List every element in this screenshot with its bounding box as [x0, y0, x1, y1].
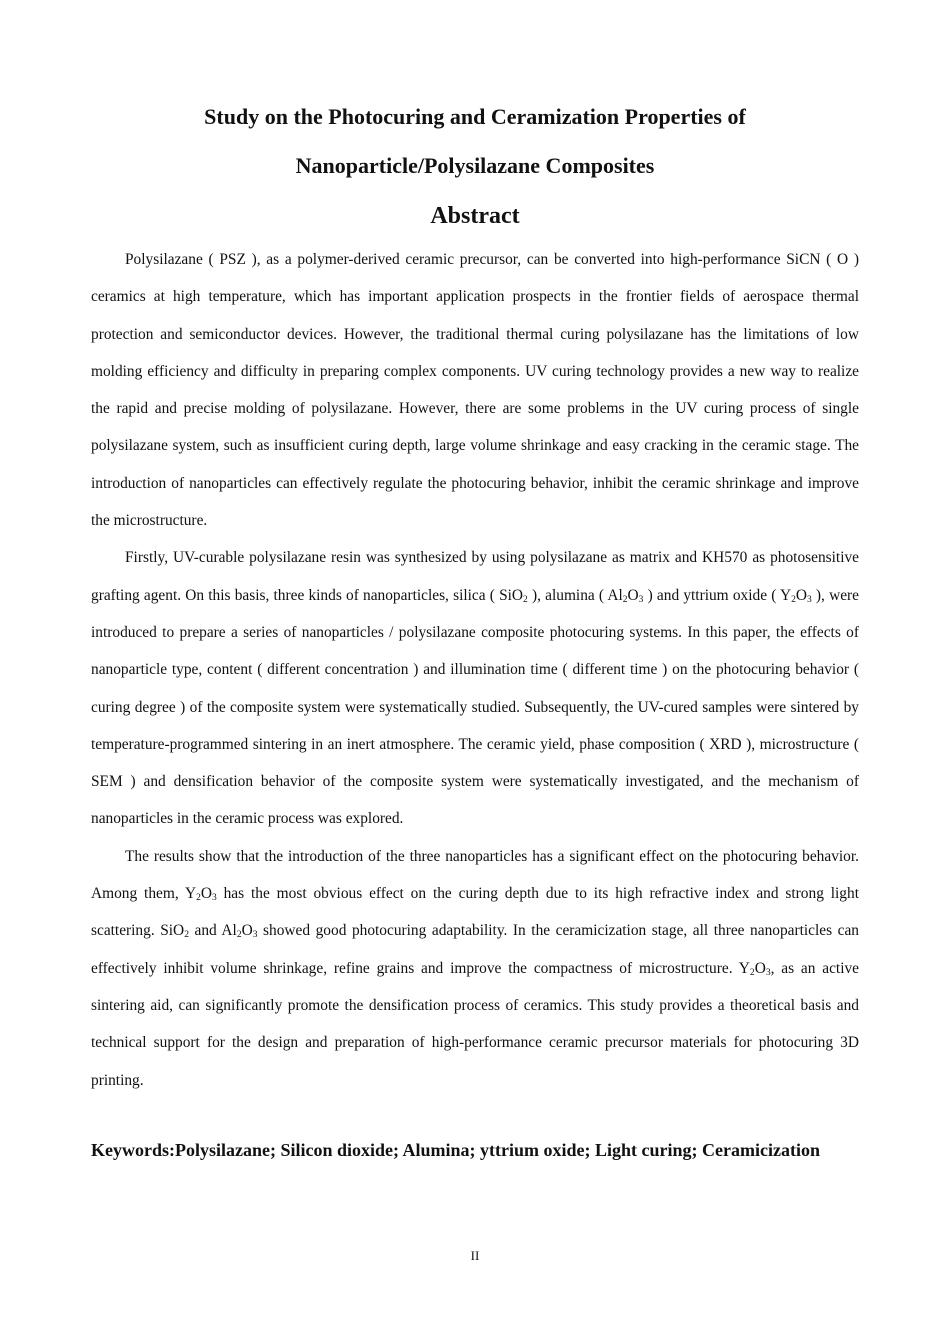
- title-line-2: Nanoparticle/Polysilazane Composites: [295, 153, 655, 178]
- page-number: II: [470, 1248, 480, 1263]
- p2-text-f: ), were introduced to prepare a series of nanoparticles / polysilazane composite photocuring systems. In this paper, the effects of nanoparticle type, content ( different concentration ) and illumination time ( different time ) on the photocuring behavior ( curing degree ) of the composite system were systematically studied. Subsequently, the UV-cured samples were sintered by temperature-programmed sintering in an inert atmosphere. The ceramic yield, phase composition ( XRD ), microstructure ( SEM ) and densification behavior of the composite system were systematically investigated, and the mechanism of nanoparticles in the ceramic process was explored.: [91, 586, 859, 828]
- p2-text-c: O: [627, 586, 639, 604]
- p3-subscript: 2: [184, 929, 189, 941]
- p3-subscript: 3: [252, 929, 258, 941]
- p3-text-a: The results show that the introduction of the three nanoparticles has a significant effect on the photocuring behavior. Among them, Y: [91, 847, 859, 903]
- abstract-paragraph-3: [91, 838, 859, 1099]
- p2-text-a: Firstly, UV-curable polysilazane resin was synthesized by using polysilazane as matrix and KH570 as photosensitive grafting agent. On this basis, three kinds of nanoparticles, silica ( SiO: [91, 549, 859, 604]
- p2-subscript: 3: [806, 593, 812, 605]
- p3-text-g: O: [754, 959, 766, 977]
- p3-text-f: showed good photocuring adaptability. In the ceramicization stage, all three nanoparticles can effectively inhibit volume shrinkage, refine grains and improve the compactness of microstructure. Y: [91, 922, 859, 977]
- p2-subscript: 3: [638, 593, 644, 605]
- p3-subscript: 3: [211, 891, 217, 903]
- abstract-body: [91, 241, 859, 1099]
- p3-text-c: has the most obvious effect on the curing depth due to its high refractive index and strong light scattering. SiO: [91, 885, 859, 940]
- p3-subscript: 2: [749, 966, 755, 978]
- abstract-paragraph-1: Polysilazane ( PSZ ), as a polymer-derived ceramic precursor, can be converted into high-performance SiCN ( O ) ceramics at high temperature, which has important application prospects in the frontier fields of aerospace thermal protection and semiconductor devices. However, the traditional thermal curing polysilazane has the limitations of low molding efficiency and difficulty in preparing complex components. UV curing technology provides a new way to realize the rapid and precise molding of polysilazane. However, there are some problems in the UV curing process of single polysilazane system, such as insufficient curing depth, large volume shrinkage and easy cracking in the ceramic stage. The introduction of nanoparticles can effectively regulate the photocuring behavior, inhibit the ceramic shrinkage and improve the microstructure.: [91, 251, 859, 530]
- p2-text-d: ) and yttrium oxide ( Y: [643, 586, 792, 604]
- title-line-1: Study on the Photocuring and Ceramization Properties of: [204, 104, 746, 129]
- p3-text-d: and Al: [188, 922, 237, 940]
- p2-subscript: 2: [622, 593, 628, 605]
- p2-text-e: O: [795, 586, 807, 604]
- p2-subscript: 2: [523, 593, 528, 605]
- p2-text-b: ), alumina ( Al: [527, 586, 623, 604]
- p3-text-h: , as an active sintering aid, can significantly promote the densification process of ceramics. This study provides a theoretical basis and technical support for the design and preparation of high-performance ceramic precursor materials for photocuring 3D printing.: [91, 959, 860, 1089]
- p3-subscript: 3: [765, 966, 771, 978]
- p3-text-e: O: [241, 922, 253, 940]
- abstract-paragraph-2: [91, 539, 859, 837]
- keywords-line: Keywords:Polysilazane; Silicon dioxide; Alumina; yttrium oxide; Light curing; Ceramicization: [91, 1140, 820, 1160]
- p2-subscript: 2: [791, 593, 796, 605]
- p3-subscript: 2: [196, 891, 201, 903]
- p3-text-b: O: [200, 885, 212, 903]
- p3-subscript: 2: [236, 929, 242, 941]
- abstract-heading: Abstract: [430, 203, 520, 229]
